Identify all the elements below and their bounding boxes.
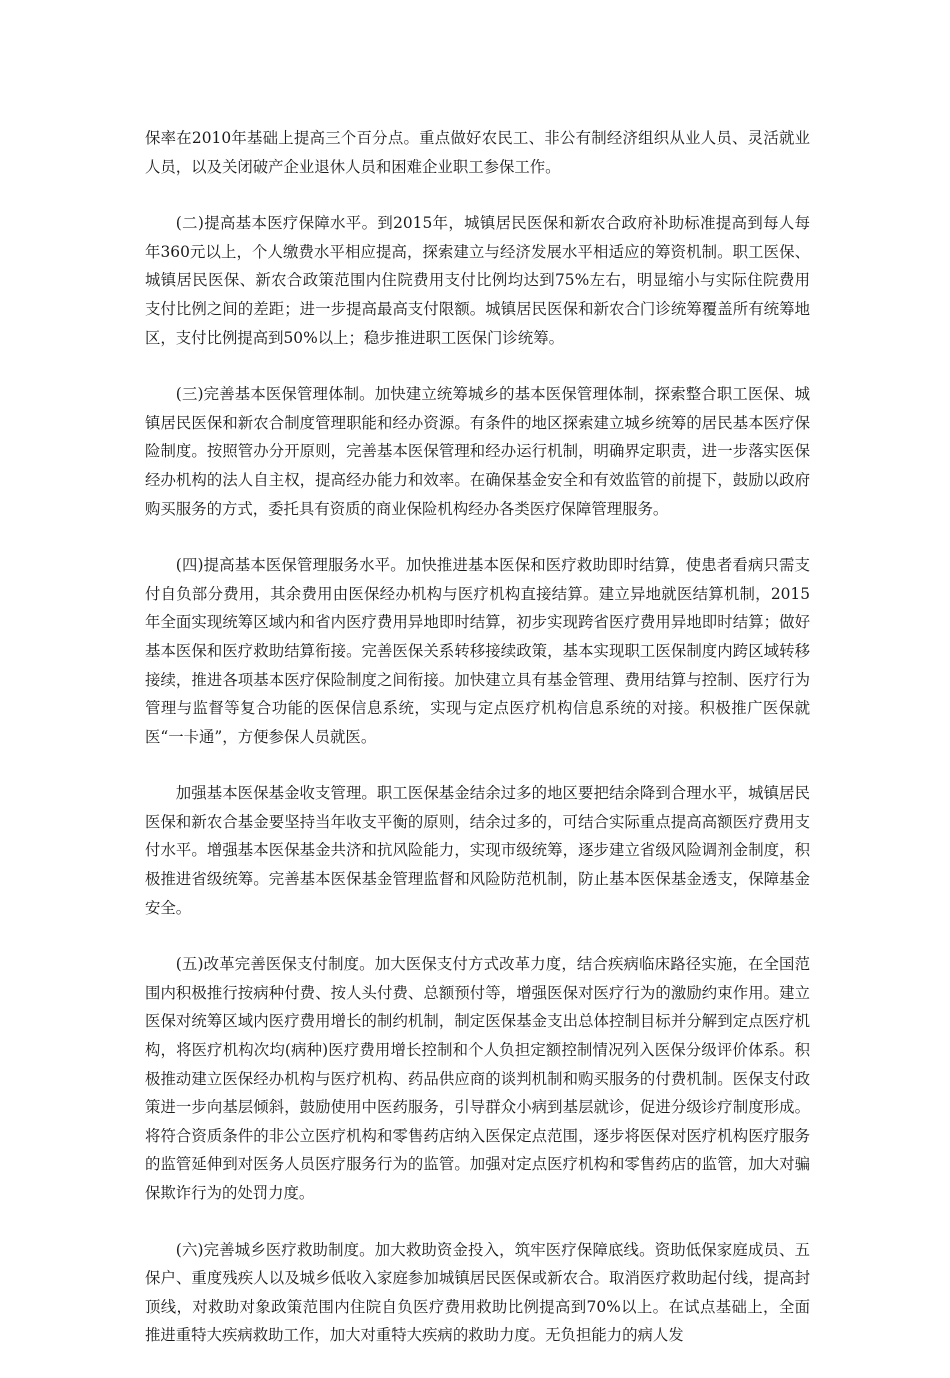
paragraph-section-3: (三)完善基本医保管理体制。加快建立统筹城乡的基本医保管理体制，探索整合职工医保、城镇居民医保和新农合制度管理职能和经办资源。有条件的地区探索建立城乡统筹的居民基本医疗保险制度。按照管办分开原则，完善基本医保管理和经办运行机制，明确界定职责，进一步落实医保经办机构的法人自主权，提高经办能力和效率。在确保基金安全和有效监管的前提下，鼓励以政府购买服务的方式，委托具有资质的商业保险机构经办各类医疗保障管理服务。 (145, 385, 810, 518)
paragraph-section-4: (四)提高基本医保管理服务水平。加快推进基本医保和医疗救助即时结算，使患者看病只需支付自负部分费用，其余费用由医保经办机构与医疗机构直接结算。建立异地就医结算机制，2015年全面实现统筹区域内和省内医疗费用异地即时结算，初步实现跨省医疗费用异地即时结算；做好基本医保和医疗救助结算衔接。完善医保关系转移接续政策，基本实现职工医保制度内跨区域转移接续，推进各项基本医疗保险制度之间衔接。加快建立具有基金管理、费用结算与控制、医疗行为管理与监督等复合功能的医保信息系统，实现与定点医疗机构信息系统的对接。积极推广医保就医“一卡通”，方便参保人员就医。 (145, 556, 810, 746)
paragraph-fund-management: 加强基本医保基金收支管理。职工医保基金结余过多的地区要把结余降到合理水平，城镇居民医保和新农合基金要坚持当年收支平衡的原则，结余过多的，可结合实际重点提高高额医疗费用支付水平。增强基本医保基金共济和抗风险能力，实现市级统筹，逐步建立省级风险调剂金制度，积极推进省级统筹。完善基本医保基金管理监督和风险防范机制，防止基本医保基金透支，保障基金安全。 (145, 784, 810, 917)
paragraph-continuation: 保率在2010年基础上提高三个百分点。重点做好农民工、非公有制经济组织从业人员、灵活就业人员，以及关闭破产企业退休人员和困难企业职工参保工作。 (145, 129, 810, 176)
paragraph-section-2: (二)提高基本医疗保障水平。到2015年，城镇居民医保和新农合政府补助标准提高到每人每年360元以上，个人缴费水平相应提高，探索建立与经济发展水平相适应的筹资机制。职工医保、城镇居民医保、新农合政策范围内住院费用支付比例均达到75%左右，明显缩小与实际住院费用支付比例之间的差距；进一步提高最高支付限额。城镇居民医保和新农合门诊统筹覆盖所有统筹地区，支付比例提高到50%以上；稳步推进职工医保门诊统筹。 (145, 214, 810, 347)
paragraph-section-5: (五)改革完善医保支付制度。加大医保支付方式改革力度，结合疾病临床路径实施，在全国范围内积极推行按病种付费、按人头付费、总额预付等，增强医保对医疗行为的激励约束作用。建立医保对统筹区域内医疗费用增长的制约机制，制定医保基金支出总体控制目标并分解到定点医疗机构，将医疗机构次均(病种)医疗费用增长控制和个人负担定额控制情况列入医保分级评价体系。积极推动建立医保经办机构与医疗机构、药品供应商的谈判机制和购买服务的付费机制。医保支付政策进一步向基层倾斜，鼓励使用中医药服务，引导群众小病到基层就诊，促进分级诊疗制度形成。将符合资质条件的非公立医疗机构和零售药店纳入医保定点范围，逐步将医保对医疗机构医疗服务的监管延伸到对医务人员医疗服务行为的监管。加强对定点医疗机构和零售药店的监管，加大对骗保欺诈行为的处罚力度。 (145, 955, 810, 1202)
document-body (145, 124, 810, 1378)
paragraph-section-6: (六)完善城乡医疗救助制度。加大救助资金投入，筑牢医疗保障底线。资助低保家庭成员、五保户、重度残疾人以及城乡低收入家庭参加城镇居民医保或新农合。取消医疗救助起付线，提高封顶线，对救助对象政策范围内住院自负医疗费用救助比例提高到70%以上。在试点基础上，全面推进重特大疾病救助工作，加大对重特大疾病的救助力度。无负担能力的病人发 (145, 1240, 810, 1345)
